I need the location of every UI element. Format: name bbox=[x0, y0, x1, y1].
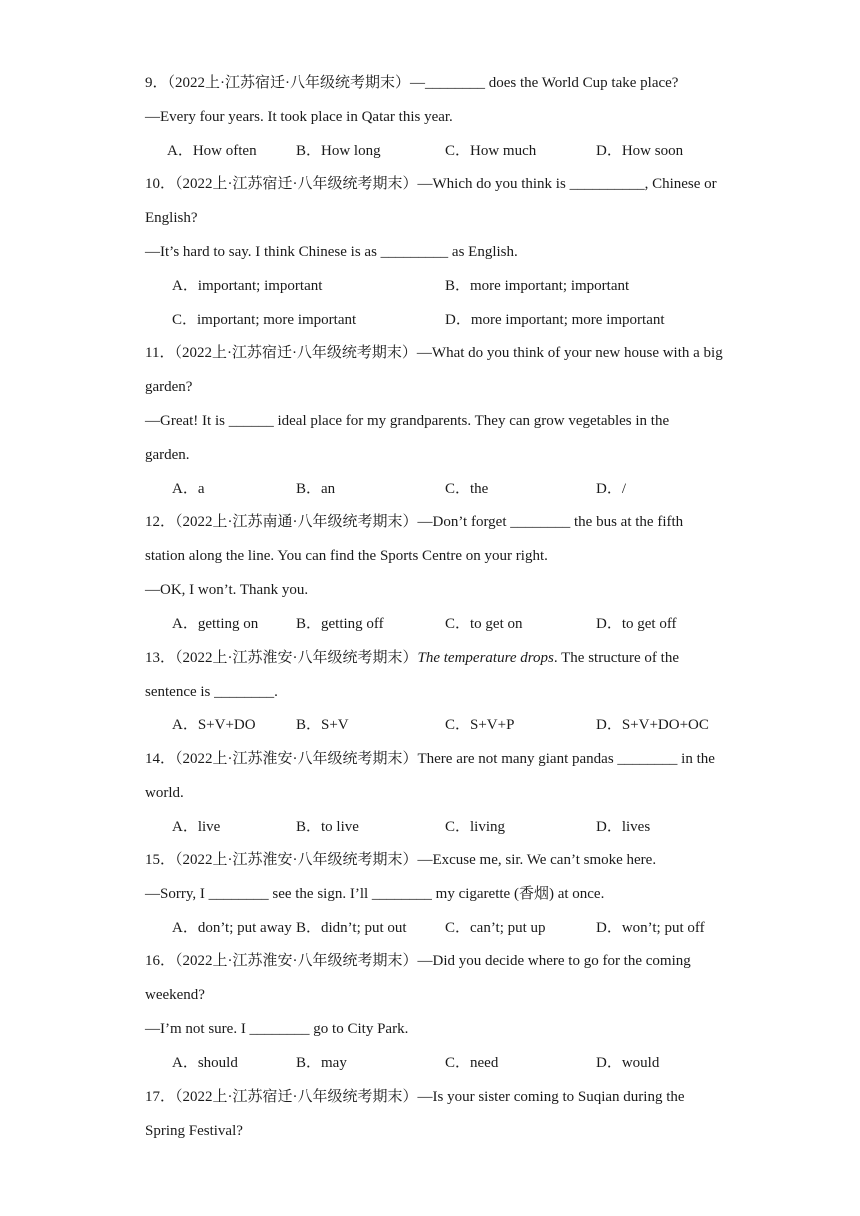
q12-option-b: B．getting off bbox=[296, 616, 384, 632]
q16-option-a: A．should bbox=[172, 1055, 238, 1071]
q16-line-3: —I’m not sure. I ________ go to City Park. bbox=[145, 1021, 409, 1037]
q16-stem: 16．（2022上·江苏淮安·八年级统考期末）—Did you decide where to go for the coming bbox=[145, 953, 691, 969]
q11-option-b: B．an bbox=[296, 481, 336, 497]
q13-option-c: C．S+V+P bbox=[445, 717, 515, 733]
q11-line-4: garden. bbox=[145, 447, 190, 463]
q13-option-d: D．S+V+DO+OC bbox=[596, 717, 709, 733]
q13-prefix: 13．（2022上·江苏淮安·八年级统考期末） bbox=[145, 650, 418, 666]
q17-stem: 17．（2022上·江苏宿迁·八年级统考期末）—Is your sister coming to Suqian during the bbox=[145, 1089, 685, 1105]
q14-option-b: B．to live bbox=[296, 819, 359, 835]
q9-line-2: —Every four years. It took place in Qatar this year. bbox=[145, 109, 453, 125]
q15-stem: 15．（2022上·江苏淮安·八年级统考期末）—Excuse me, sir. We can’t smoke here. bbox=[145, 852, 657, 868]
q9-option-d: D．How soon bbox=[596, 143, 684, 159]
q15-line-2: —Sorry, I ________ see the sign. I’ll ________ my cigarette (香烟) at once. bbox=[145, 886, 605, 902]
q15-option-d: D．won’t; put off bbox=[596, 920, 705, 936]
q12-stem: 12．（2022上·江苏南通·八年级统考期末）—Don’t forget ________ the bus at the fifth bbox=[145, 514, 684, 530]
q14-option-a: A．live bbox=[172, 819, 221, 835]
q17-line-2: Spring Festival? bbox=[145, 1123, 243, 1139]
q9-option-b: B．How long bbox=[296, 143, 381, 159]
q12-option-a: A．getting on bbox=[172, 616, 259, 632]
q11-stem: 11．（2022上·江苏宿迁·八年级统考期末）—What do you think of your new house with a big bbox=[145, 345, 723, 361]
q15-option-a: A．don’t; put away bbox=[172, 920, 292, 936]
q14-stem: 14．（2022上·江苏淮安·八年级统考期末）There are not many giant pandas ________ in the bbox=[145, 751, 715, 767]
q10-option-c: C．important; more important bbox=[172, 312, 357, 328]
q10-line-3: —It’s hard to say. I think Chinese is as _________ as English. bbox=[145, 244, 518, 260]
q12-line-2: station along the line. You can find the Sports Centre on your right. bbox=[145, 548, 548, 564]
q13-stem bbox=[145, 648, 679, 668]
q13-italic-sentence: The temperature drops bbox=[417, 650, 554, 666]
q13-line-2: sentence is ________. bbox=[145, 684, 278, 700]
q11-option-d: D．/ bbox=[596, 481, 627, 497]
q11-option-c: C．the bbox=[445, 481, 489, 497]
q10-option-a: A．important; important bbox=[172, 278, 323, 294]
q10-line-2: English? bbox=[145, 210, 198, 226]
q10-option-b: B．more important; important bbox=[445, 278, 630, 294]
q9-option-a: A．How often bbox=[167, 143, 257, 159]
q16-line-2: weekend? bbox=[145, 987, 205, 1003]
q13-option-b: B．S+V bbox=[296, 717, 349, 733]
q13-suffix: . The structure of the bbox=[553, 650, 679, 666]
q12-option-c: C．to get on bbox=[445, 616, 523, 632]
q9-option-c: C．How much bbox=[445, 143, 537, 159]
q10-option-d: D．more important; more important bbox=[445, 312, 665, 328]
q9-stem: 9．（2022上·江苏宿迁·八年级统考期末）—________ does the World Cup take place? bbox=[145, 75, 679, 91]
q15-option-b: B．didn’t; put out bbox=[296, 920, 407, 936]
q15-option-c: C．can’t; put up bbox=[445, 920, 546, 936]
q11-line-2: garden? bbox=[145, 379, 193, 395]
q13-option-a: A．S+V+DO bbox=[172, 717, 256, 733]
q12-option-d: D．to get off bbox=[596, 616, 677, 632]
q14-option-d: D．lives bbox=[596, 819, 651, 835]
q11-option-a: A．a bbox=[172, 481, 205, 497]
q16-option-d: D．would bbox=[596, 1055, 660, 1071]
q14-option-c: C．living bbox=[445, 819, 506, 835]
q16-option-b: B．may bbox=[296, 1055, 347, 1071]
q16-option-c: C．need bbox=[445, 1055, 499, 1071]
q10-stem: 10．（2022上·江苏宿迁·八年级统考期末）—Which do you think is __________, Chinese or bbox=[145, 176, 717, 192]
q12-line-3: —OK, I won’t. Thank you. bbox=[145, 582, 309, 598]
q14-line-2: world. bbox=[145, 785, 184, 801]
q11-line-3: —Great! It is ______ ideal place for my grandparents. They can grow vegetables in the bbox=[145, 413, 670, 429]
